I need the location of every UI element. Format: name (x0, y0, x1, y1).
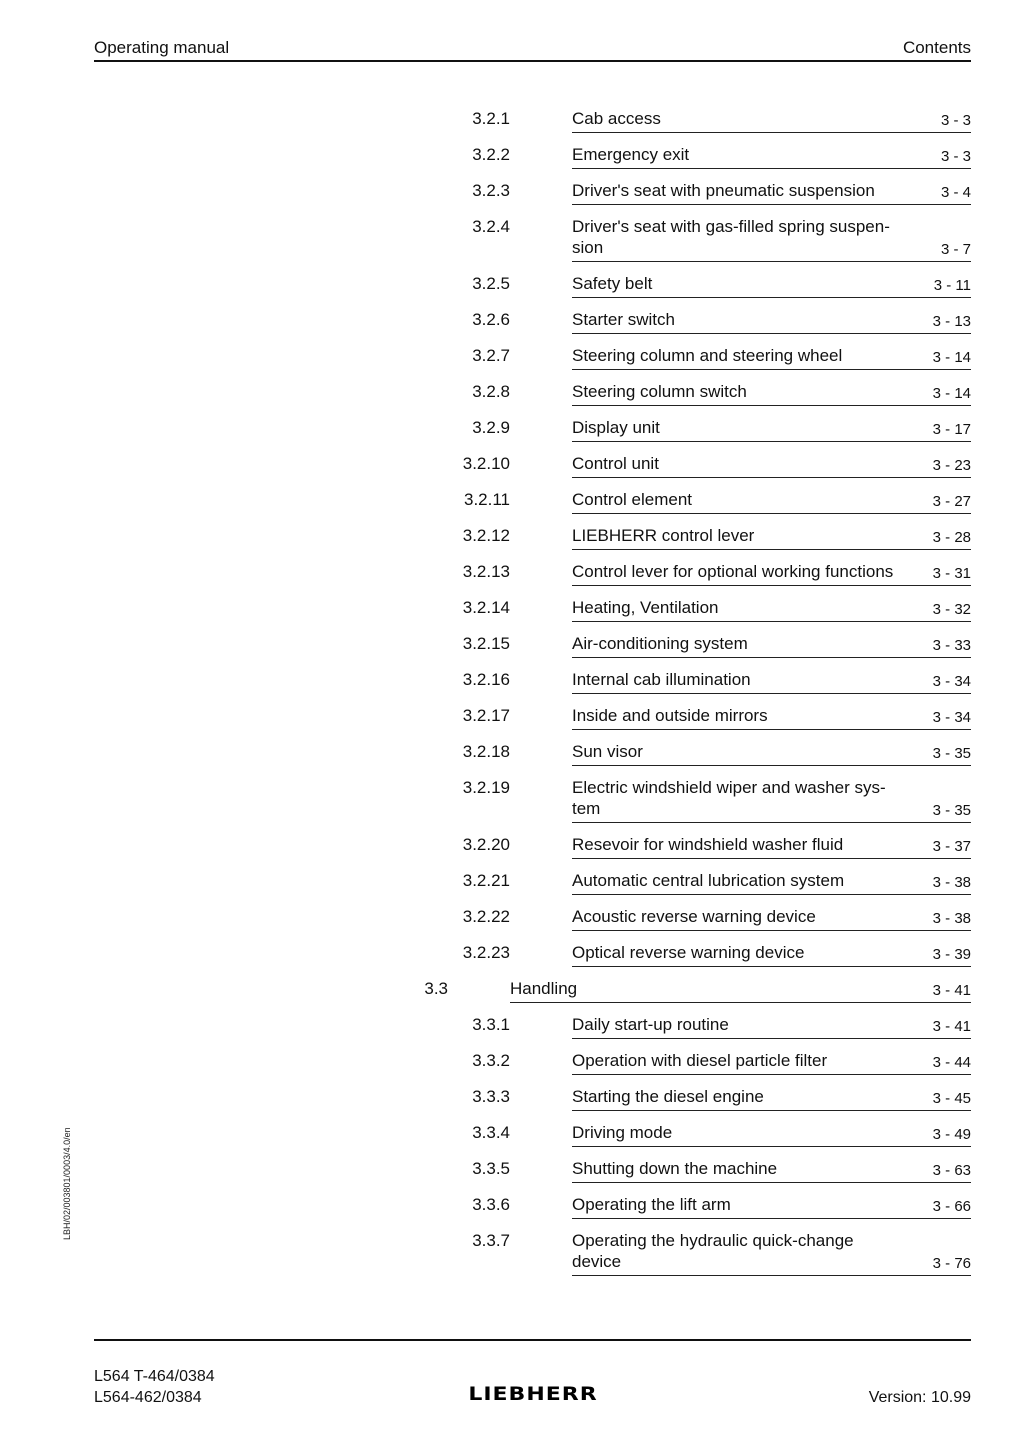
toc-page-number: 3 - 39 (932, 946, 971, 963)
toc-number: 3.2.20 (462, 835, 510, 854)
toc-title-line: Operating the lift arm (572, 1195, 731, 1214)
toc-underline (572, 477, 971, 478)
toc-title (572, 1158, 902, 1179)
toc-number: 3.2.7 (472, 346, 510, 365)
toc-number: 3.3.2 (472, 1051, 510, 1070)
toc-number: 3.3.1 (472, 1015, 510, 1034)
toc-page-number: 3 - 32 (932, 601, 971, 618)
toc-title-line: Resevoir for windshield washer fluid (572, 835, 844, 854)
toc-underline (572, 966, 971, 967)
toc-page-number: 3 - 14 (932, 349, 971, 366)
toc-underline (572, 132, 971, 133)
toc-underline (572, 1275, 971, 1276)
toc-title (572, 1230, 902, 1272)
toc-title (572, 417, 902, 438)
toc-title-line: Inside and outside mirrors (572, 706, 768, 725)
toc-number: 3.3.3 (472, 1087, 510, 1106)
toc-title (572, 1014, 902, 1035)
toc-underline (572, 729, 971, 730)
toc-title-line: Driver's seat with pneumatic suspension (572, 181, 875, 200)
toc-page-number: 3 - 38 (932, 874, 971, 891)
toc-underline (572, 549, 971, 550)
toc-title (572, 453, 902, 474)
toc-title (572, 561, 902, 582)
toc-title-line: Starter switch (572, 310, 675, 329)
liebherr-logo (452, 1382, 614, 1406)
toc-title-line: Handling (510, 979, 578, 998)
toc-title-line: Driving mode (572, 1123, 673, 1142)
toc-title (572, 525, 902, 546)
toc-page-number: 3 - 37 (932, 838, 971, 855)
toc-number: 3.3.5 (472, 1159, 510, 1178)
toc-title (572, 906, 902, 927)
model-number-2: L564-462/0384 (94, 1389, 202, 1406)
toc-underline (572, 894, 971, 895)
toc-underline (510, 1002, 971, 1003)
toc-page-number: 3 - 4 (940, 184, 971, 201)
toc-underline (572, 1182, 971, 1183)
toc-number: 3.2.12 (462, 526, 510, 545)
toc-underline (572, 333, 971, 334)
toc-underline (572, 441, 971, 442)
toc-number: 3.2.4 (472, 217, 510, 236)
toc-page-number: 3 - 45 (932, 1090, 971, 1107)
toc-underline (572, 1074, 971, 1075)
toc-title (572, 870, 902, 891)
toc-title (572, 1194, 902, 1215)
toc-title (510, 978, 840, 999)
toc-number: 3.2.6 (472, 310, 510, 329)
toc-title (572, 180, 902, 201)
toc-number: 3.3.4 (472, 1123, 510, 1142)
toc-title-line: Automatic central lubrication system (572, 871, 845, 890)
toc-number: 3.2.9 (472, 418, 510, 437)
toc-number: 3.2.14 (462, 598, 510, 617)
toc-underline (572, 585, 971, 586)
toc-title (572, 309, 902, 330)
toc-number: 3.2.11 (463, 490, 510, 509)
version-value: 10.99 (930, 1389, 971, 1406)
toc-title (572, 597, 902, 618)
toc-page-number: 3 - 14 (932, 385, 971, 402)
toc-page-number: 3 - 7 (940, 241, 971, 258)
toc-title-line: LIEBHERR control lever (572, 526, 755, 545)
section-title: Contents (902, 38, 971, 57)
toc-page-number: 3 - 35 (932, 745, 971, 762)
toc-underline (572, 297, 971, 298)
toc-title (572, 489, 902, 510)
toc-title (572, 777, 902, 819)
toc-title (572, 1050, 902, 1071)
toc-page-number: 3 - 35 (932, 802, 971, 819)
toc-underline (572, 369, 971, 370)
toc-underline (572, 261, 971, 262)
toc-title-line: Internal cab illumination (572, 670, 751, 689)
toc-number: 3.2.19 (462, 778, 510, 797)
toc-page-number: 3 - 27 (932, 493, 971, 510)
toc-underline (572, 405, 971, 406)
toc-number: 3.2.22 (462, 907, 510, 926)
toc-page-number: 3 - 3 (940, 112, 971, 129)
toc-title (572, 633, 902, 654)
logo-wordmark: LIEBHERR (468, 1383, 598, 1405)
toc-page-number: 3 - 13 (932, 313, 971, 330)
toc-title-line: Display unit (572, 418, 660, 437)
toc-underline (572, 765, 971, 766)
toc-number: 3.2.17 (462, 706, 510, 725)
toc-page-number: 3 - 34 (932, 709, 971, 726)
toc-page-number: 3 - 3 (940, 148, 971, 165)
toc-number: 3.2.5 (472, 274, 510, 293)
toc-title-line: Acoustic reverse warning device (572, 907, 816, 926)
toc-title (572, 144, 902, 165)
footer-divider (94, 1339, 971, 1341)
toc-underline (572, 858, 971, 859)
toc-number: 3.2.3 (472, 181, 510, 200)
toc-title (572, 381, 902, 402)
toc-number: 3.2.15 (462, 634, 510, 653)
toc-title-line: Control lever for optional working functions (572, 562, 894, 581)
toc-title-line: Sun visor (572, 742, 643, 761)
toc-page-number: 3 - 34 (932, 673, 971, 690)
version-label: Version: (868, 1389, 931, 1406)
toc-number: 3.2.1 (472, 109, 510, 128)
toc-number: 3.3.7 (472, 1231, 510, 1250)
toc-underline (572, 822, 971, 823)
toc-underline (572, 657, 971, 658)
toc-title (572, 705, 902, 726)
toc-number: 3.2.13 (462, 562, 510, 581)
toc-title (572, 273, 902, 294)
model-number-1: L564 T-464/0384 (94, 1368, 215, 1385)
toc-title-line: Driver's seat with gas-filled spring suspen- (572, 217, 890, 236)
toc-title-line: Air-conditioning system (572, 634, 748, 653)
toc-title (572, 345, 902, 366)
toc-underline (572, 168, 971, 169)
toc-page-number: 3 - 49 (932, 1126, 971, 1143)
toc-title-line: Cab access (572, 109, 661, 128)
toc-title-line: Emergency exit (572, 145, 690, 164)
toc-underline (572, 1110, 971, 1111)
version-info (869, 1389, 971, 1407)
toc-title-line: Heating, Ventilation (572, 598, 719, 617)
toc-title-line: Control element (572, 490, 693, 509)
toc-title-line: sion (572, 238, 604, 257)
manual-title: Operating manual (94, 38, 230, 57)
toc-title-line: Steering column switch (572, 382, 747, 401)
toc-page-number: 3 - 17 (932, 421, 971, 438)
toc-title-line: Optical reverse warning device (572, 943, 805, 962)
toc-underline (572, 1038, 971, 1039)
toc-title-line: tem (572, 799, 601, 818)
toc-title-line: Daily start-up routine (572, 1015, 729, 1034)
toc-number: 3.2.10 (462, 454, 510, 473)
toc-page-number: 3 - 33 (932, 637, 971, 654)
toc-page-number: 3 - 41 (932, 982, 971, 999)
toc-page-number: 3 - 31 (932, 565, 971, 582)
toc-number: 3.3.6 (472, 1195, 510, 1214)
toc-title (572, 741, 902, 762)
toc-title-line: Starting the diesel engine (572, 1087, 764, 1106)
toc-page-number: 3 - 63 (932, 1162, 971, 1179)
document-code: LBH/02/003801/0003/4.0/en (62, 1127, 72, 1240)
toc-underline (572, 204, 971, 205)
toc-page-number: 3 - 23 (932, 457, 971, 474)
toc-underline (572, 930, 971, 931)
toc-title-line: Operating the hydraulic quick-change (572, 1231, 854, 1250)
toc-page-number: 3 - 38 (932, 910, 971, 927)
toc-title-line: Control unit (572, 454, 659, 473)
toc-page-number: 3 - 41 (932, 1018, 971, 1035)
toc-underline (572, 513, 971, 514)
toc-underline (572, 1146, 971, 1147)
toc-title (572, 108, 902, 129)
toc-title (572, 1086, 902, 1107)
toc-number: 3.2.8 (472, 382, 510, 401)
toc-page-number: 3 - 44 (932, 1054, 971, 1071)
toc-title (572, 942, 902, 963)
toc-title (572, 216, 902, 258)
toc-title-line: Electric windshield wiper and washer sys- (572, 778, 886, 797)
toc-number: 3.3 (424, 979, 448, 998)
toc-page-number: 3 - 28 (932, 529, 971, 546)
toc-title (572, 669, 902, 690)
toc-page-number: 3 - 76 (932, 1255, 971, 1272)
toc-title-line: Steering column and steering wheel (572, 346, 843, 365)
toc-number: 3.2.16 (462, 670, 510, 689)
toc-underline (572, 621, 971, 622)
toc-number: 3.2.2 (472, 145, 510, 164)
toc-number: 3.2.18 (462, 742, 510, 761)
toc-number: 3.2.21 (462, 871, 510, 890)
toc-underline (572, 1218, 971, 1219)
toc-title (572, 834, 902, 855)
toc-title (572, 1122, 902, 1143)
toc-title-line: Shutting down the machine (572, 1159, 778, 1178)
toc-underline (572, 693, 971, 694)
toc-title-line: Safety belt (572, 274, 653, 293)
toc-title-line: device (572, 1252, 622, 1271)
toc-number: 3.2.23 (462, 943, 510, 962)
toc-title-line: Operation with diesel particle filter (572, 1051, 828, 1070)
toc-page-number: 3 - 11 (933, 277, 971, 294)
toc-page-number: 3 - 66 (932, 1198, 971, 1215)
